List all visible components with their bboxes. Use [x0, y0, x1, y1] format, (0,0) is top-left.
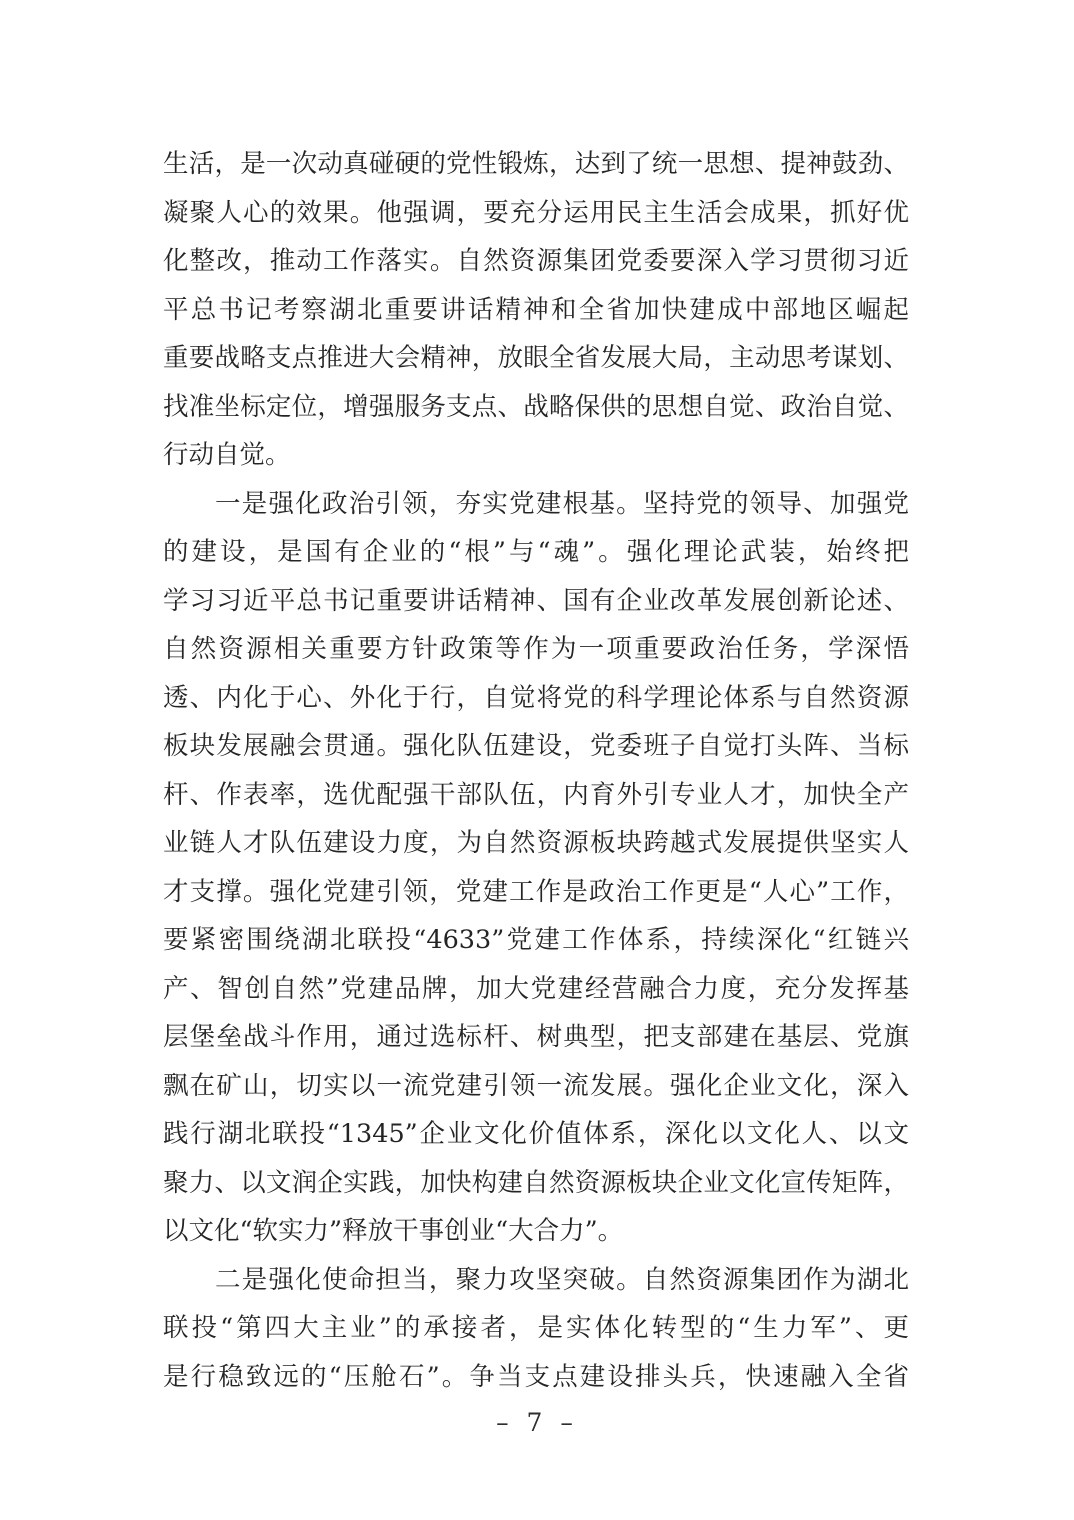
page-number: – 7 –	[496, 1408, 578, 1437]
text-line: 是行稳致远的“压舱石”。争当支点建设排头兵，快速融入全省	[163, 1361, 909, 1392]
text-line: 自然资源相关重要方针政策等作为一项重要政治任务，学深悟	[163, 634, 909, 664]
text-line: 要紧密围绕湖北联投“4633”党建工作体系，持续深化“红链兴	[163, 925, 909, 955]
text-line: 聚力、以文润企实践，加快构建自然资源板块企业文化宣传矩阵，	[163, 1167, 909, 1198]
text-line: 找准坐标定位，增强服务支点、战略保供的思想自觉、政治自觉、	[163, 391, 909, 422]
text-line: 杆、作表率，选优配强干部队伍，内育外引专业人才，加快全产	[163, 779, 909, 810]
text-line: 化整改，推动工作落实。自然资源集团党委要深入学习贯彻习近	[163, 246, 909, 276]
text-line: 透、内化于心、外化于行，自觉将党的科学理论体系与自然资源	[163, 682, 909, 713]
text-line: 重要战略支点推进大会精神，放眼全省发展大局，主动思考谋划、	[163, 343, 909, 373]
text-line: 层堡垒战斗作用，通过选标杆、树典型，把支部建在基层、党旗	[163, 1022, 909, 1052]
text-line: 业链人才队伍建设力度，为自然资源板块跨越式发展提供坚实人	[163, 828, 909, 858]
text-line: 产、智创自然”党建品牌，加大党建经营融合力度，充分发挥基	[163, 973, 909, 1004]
page-footer	[0, 1408, 1074, 1437]
text-line: 践行湖北联投“1345”企业文化价值体系，深化以文化人、以文	[163, 1119, 909, 1149]
text-line: 板块发展融会贯通。强化队伍建设，党委班子自觉打头阵、当标	[163, 731, 909, 761]
text-line: 凝聚人心的效果。他强调，要充分运用民主生活会成果，抓好优	[163, 197, 909, 228]
text-line: 平总书记考察湖北重要讲话精神和全省加快建成中部地区崛起	[163, 294, 909, 325]
document-body	[163, 140, 909, 1401]
text-line: 联投“第四大主业”的承接者，是实体化转型的“生力军”、更	[163, 1313, 909, 1343]
text-line: 一是强化政治引领，夯实党建根基。坚持党的领导、加强党	[215, 488, 909, 519]
text-line: 以文化“软实力”释放干事创业“大合力”。	[163, 1216, 624, 1246]
text-line: 才支撑。强化党建引领，党建工作是政治工作更是“人心”工作，	[163, 876, 909, 907]
text-line: 的建设，是国有企业的“根”与“魂”。强化理论武装，始终把	[163, 537, 909, 567]
text-line: 学习习近平总书记重要讲话精神、国有企业改革发展创新论述、	[163, 585, 909, 616]
text-line: 生活，是一次动真碰硬的党性锻炼，达到了统一思想、提神鼓劲、	[163, 149, 909, 179]
text-line: 飘在矿山，切实以一流党建引领一流发展。强化企业文化，深入	[163, 1070, 909, 1101]
text-line: 二是强化使命担当，聚力攻坚突破。自然资源集团作为湖北	[215, 1264, 909, 1295]
text-line: 行动自觉。	[163, 440, 291, 470]
